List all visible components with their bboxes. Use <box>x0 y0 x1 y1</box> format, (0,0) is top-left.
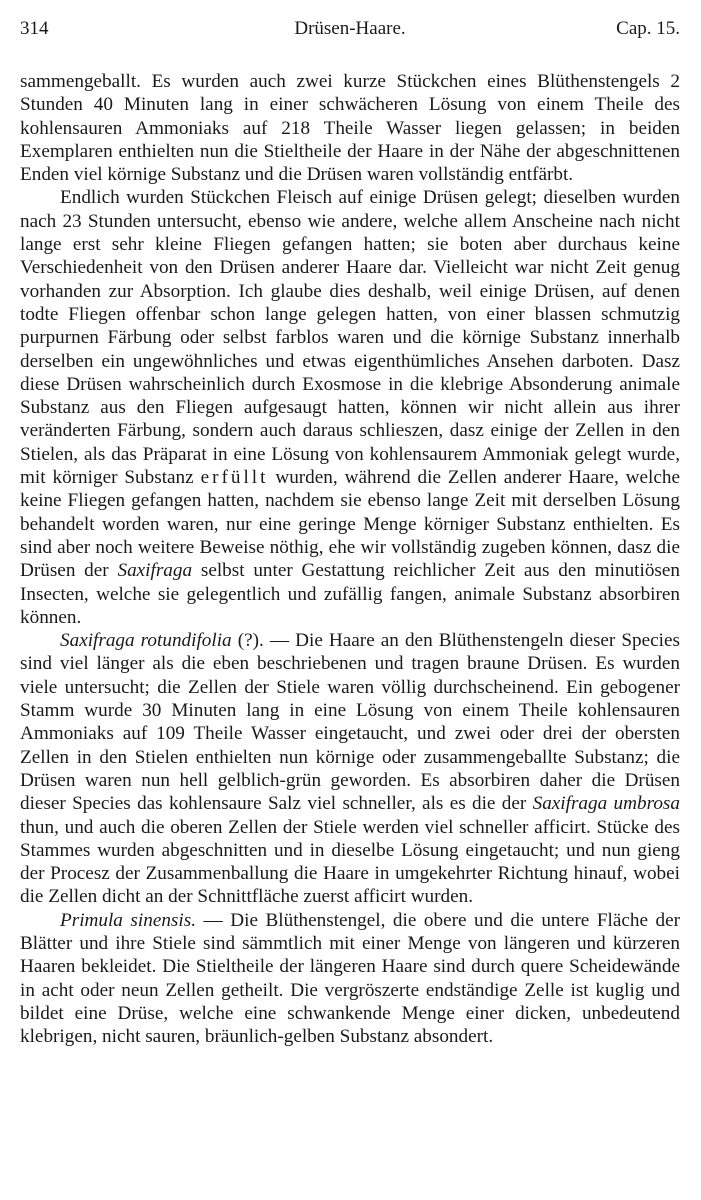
species-name: Primula sinensis. <box>60 909 196 931</box>
text-segment: Endlich wurden Stückchen Fleisch auf einige Drüsen gelegt; dieselben wurden nach 23 Stunden untersucht, ebenso wie andere, welche allem Anscheine nach nicht lange erst sehr kleine Fliegen gefangen hatten; sie boten aber durchaus keine Verschiedenheit von den Drüsen anderer Haare dar. Vielleicht war nicht Zeit genug vorhanden zur Absorption. Ich glaube dies deshalb, weil einige Drüsen, auf denen todte Fliegen offenbar schon lange gelegen hatten, von einer blassen schmutzig purpurnen Färbung oder selbst farblos waren und die körnige Substanz innerhalb derselben ein ungewöhnliches und etwas eigenthümliches Ansehen darboten. Dasz diese Drüsen wahrscheinlich durch Exosmose in die klebrige Absonderung animale Substanz aus den Fliegen aufgesaugt hatten, können wir nicht allein aus ihrer veränderten Färbung, sondern auch daraus schlieszen, dasz einige der Zellen in den Stielen, als das Präparat in eine Lösung von kohlensaurem Ammoniak gelegt wurde, mit körniger Substanz <box>20 187 680 489</box>
species-name: Saxifraga rotundifolia <box>60 630 232 652</box>
text-segment: (?). — Die Haare an den Blüthenstengeln dieser Species sind viel länger als die eben beschriebenen und tragen braune Drüsen. Es wurden viele untersucht; die Zellen der Stiele waren völlig durchscheinend. Ein gebogener Stamm wurde 30 Minuten lang in eine Lösung von einem Theile kohlensauren Ammoniaks auf 109 Theile Wasser eingetaucht, und zwei oder drei der obersten Zellen in den Stielen enthielten nun körnige oder zusammengeballte Substanz; die Drüsen waren nun hell gelblich-grün geworden. Es absorbiren daher die Drüsen dieser Species das kohlensaure Salz viel schneller, als es die der <box>20 630 680 815</box>
text-segment: — Die Blüthenstengel, die obere und die untere Fläche der Blätter und ihre Stiele sind sämmtlich mit einer Menge von längeren und kürzeren Haaren bekleidet. Die Stieltheile der längeren Haare sind durch quere Scheidewände in acht oder neun Zellen getheilt. Die vergröszerte endständige Zelle ist kuglig und bildet eine Drüse, welche eine schwankende Menge einer dicken, unbedeutend klebrigen, nicht sauren, bräunlich-gelben Substanz absondert. <box>20 909 680 1048</box>
emphasis-spaced: erfüllt <box>200 467 269 489</box>
text-segment: thun, und auch die oberen Zellen der Stiele werden viel schneller afficirt. Stücke des Stammes wurden abgeschnitten und in dieselbe Lösung eingetaucht; und nun gieng der Procesz der Zusammenballung die Haare in umgekehrter Richtung hinauf, wobei die Zellen dicht an der Schnittfläche zuerst afficirt wurden. <box>20 816 680 908</box>
paragraph <box>20 186 680 629</box>
species-name: Saxifraga <box>117 560 193 582</box>
paragraph <box>20 70 680 186</box>
book-page <box>20 18 680 1048</box>
paragraph <box>20 629 680 909</box>
text-segment: wurden, während die Zellen anderer Haare, welche keine Fliegen gefangen hatten, nachdem sie ebenso lange Zeit mit derselben Lösung behandelt worden waren, nur eine geringe Menge körniger Substanz enthielten. Es sind aber noch weitere Beweise nöthig, ehe wir vollständig zugeben können, dasz die Drüsen der <box>20 467 680 582</box>
species-name: Saxifraga umbrosa <box>532 793 680 815</box>
running-title: Drüsen-Haare. <box>294 18 406 39</box>
paragraph <box>20 909 680 1049</box>
text-segment: sammengeballt. Es wurden auch zwei kurze Stückchen eines Blüthenstengels 2 Stunden 40 Minuten lang in einer schwächeren Lösung von einem Theile des kohlensauren Ammoniaks auf 218 Theile Wasser liegen gelassen; in beiden Exemplaren enthielten nun die Stieltheile der Haare in der Nähe der abgeschnittenen Enden viel körnige Substanz und die Drüsen waren vollständig entfärbt. <box>20 71 680 186</box>
body-text <box>20 70 680 1048</box>
page-header <box>20 18 680 46</box>
chapter-label: Cap. 15. <box>616 18 680 39</box>
page-number: 314 <box>20 18 49 39</box>
text-segment: selbst unter Gestattung reichlicher Zeit aus den minutiösen Insecten, welche sie gelegentlich und zufällig fangen, animale Substanz absorbiren können. <box>20 560 680 628</box>
